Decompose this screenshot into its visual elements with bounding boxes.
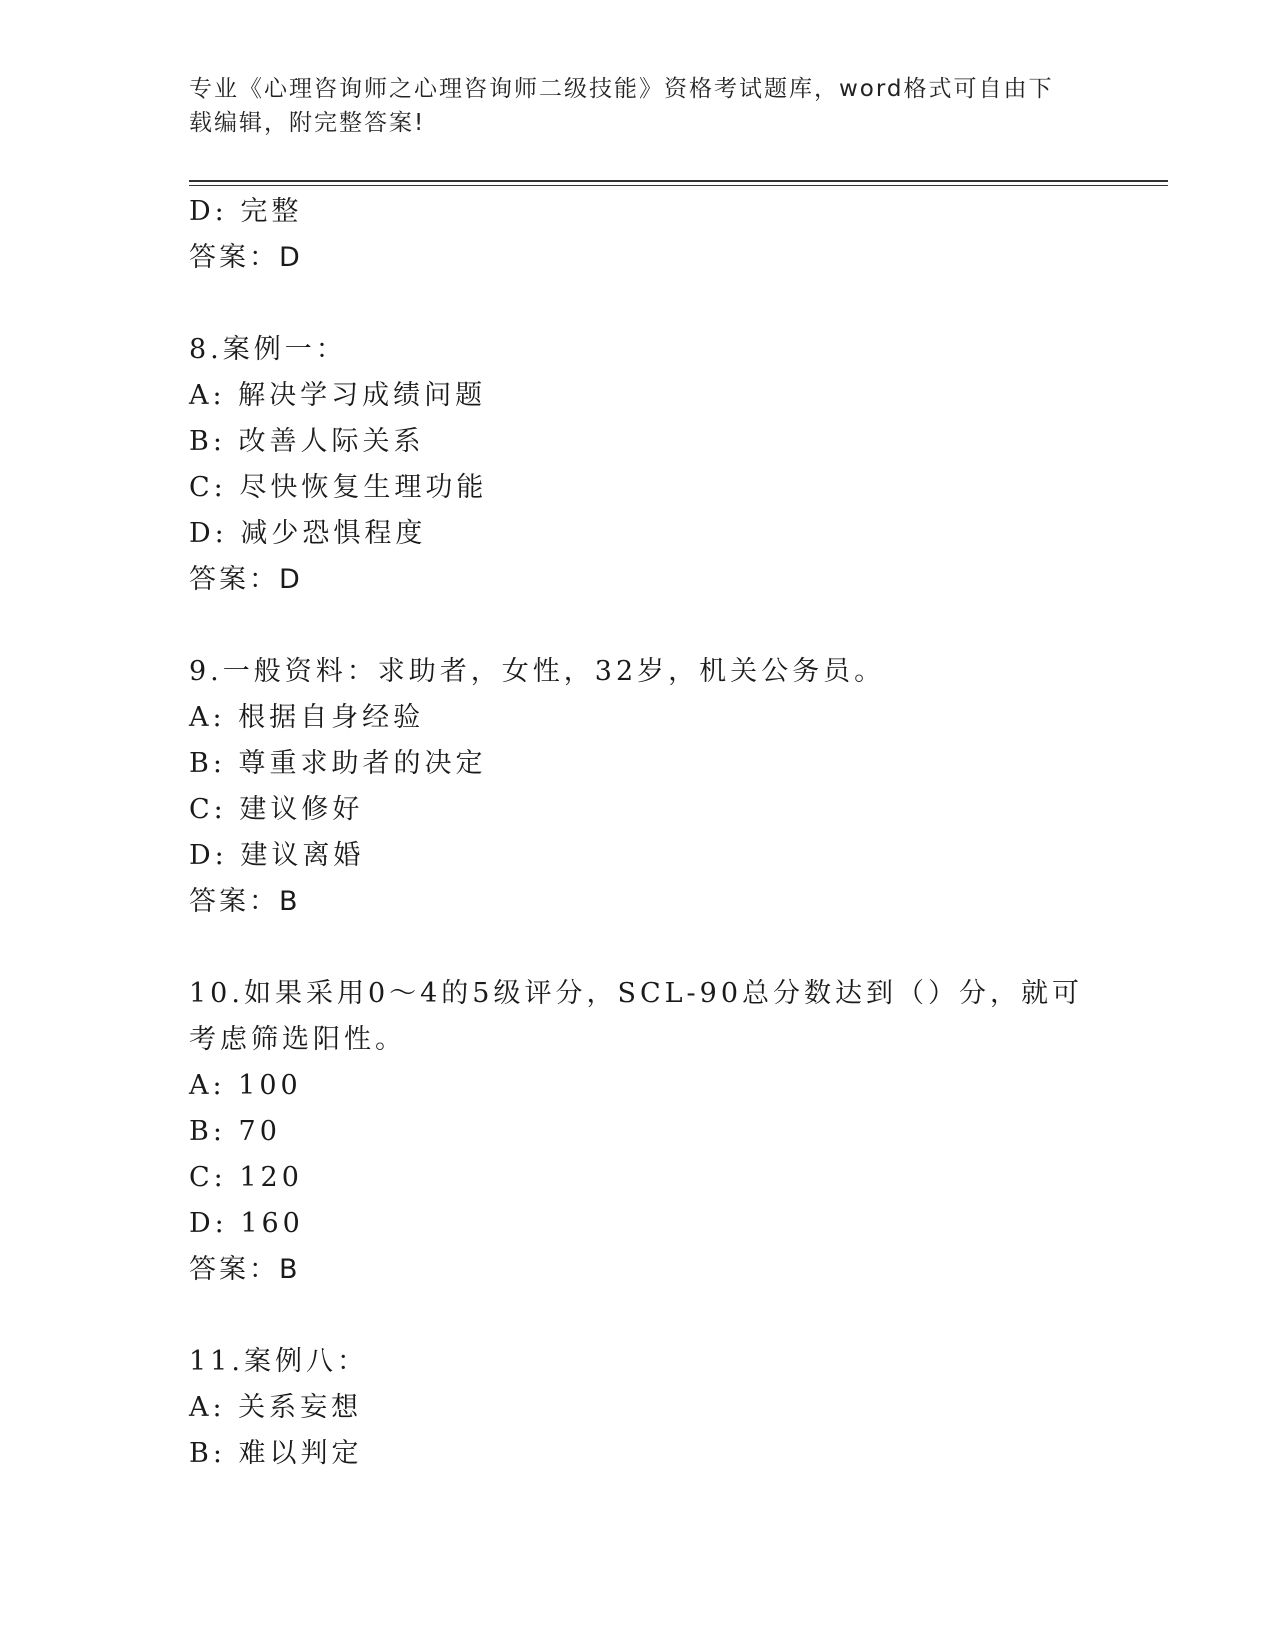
answer-line: 答案：B — [189, 886, 301, 917]
question-10 — [189, 971, 1089, 1293]
option-a: A: 100 — [189, 1070, 302, 1101]
spacer — [189, 1293, 1089, 1339]
page-header-text: 专业《心理咨询师之心理咨询师二级技能》资格考试题库，word格式可自由下载编辑，附完整答案! — [189, 76, 1054, 136]
answer-line: 答案：B — [189, 1254, 301, 1285]
question-list — [189, 189, 1089, 1477]
question-stem: 11.案例八： — [189, 1346, 368, 1377]
spacer — [189, 281, 1089, 327]
option-c: C: 120 — [189, 1162, 303, 1193]
spacer — [189, 925, 1089, 971]
question-stem: 8.案例一： — [189, 334, 347, 365]
question-stem: 9.一般资料：求助者，女性，32岁，机关公务员。 — [189, 656, 886, 687]
option-b: B: 难以判定 — [189, 1438, 363, 1469]
question-fragment — [189, 189, 1089, 281]
option-b: B: 尊重求助者的决定 — [189, 748, 487, 779]
spacer — [189, 603, 1089, 649]
option-d: D: 160 — [189, 1208, 304, 1239]
option-c: C: 尽快恢复生理功能 — [189, 472, 488, 503]
option-c: C: 建议修好 — [189, 794, 364, 825]
option-b: B: 70 — [189, 1116, 281, 1147]
option-a: A: 关系妄想 — [189, 1392, 363, 1423]
question-9 — [189, 649, 1089, 925]
question-8 — [189, 327, 1089, 603]
header-divider-thin — [189, 185, 1168, 186]
question-stem: 10.如果采用0～4的5级评分，SCL-90总分数达到（）分，就可考虑筛选阳性。 — [189, 978, 1084, 1055]
question-11 — [189, 1339, 1089, 1477]
option-d: D: 建议离婚 — [189, 840, 365, 871]
option-d: D: 完整 — [189, 196, 303, 227]
option-b: B: 改善人际关系 — [189, 426, 425, 457]
answer-line: 答案：D — [189, 242, 303, 273]
option-d: D: 减少恐惧程度 — [189, 518, 427, 549]
header-divider-thick — [189, 180, 1168, 182]
option-a: A: 根据自身经验 — [189, 702, 425, 733]
option-a: A: 解决学习成绩问题 — [189, 380, 487, 411]
answer-line: 答案：D — [189, 564, 303, 595]
